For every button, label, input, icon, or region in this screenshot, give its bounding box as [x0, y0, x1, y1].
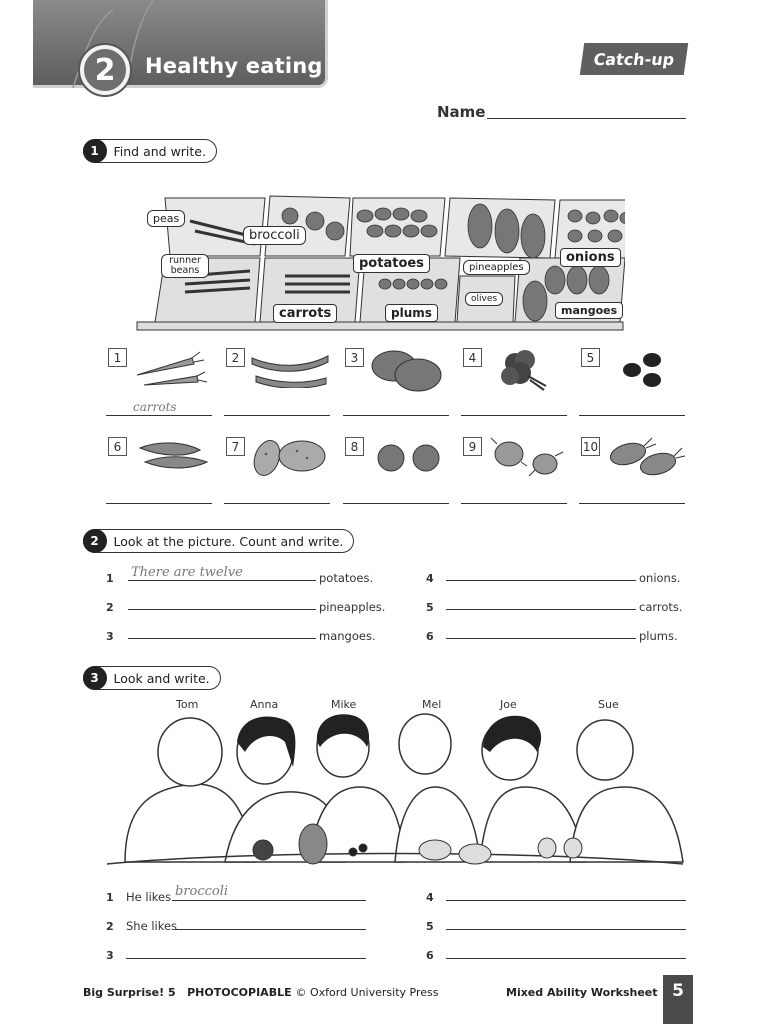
row-number: 5 [426, 920, 434, 933]
item-number: 1 [108, 348, 127, 367]
kid-name-mel: Mel [422, 698, 442, 711]
children-at-table-illustration [105, 712, 685, 872]
row-word: onions. [639, 571, 681, 585]
potato-icon [252, 436, 332, 478]
exercise-number: 3 [83, 666, 107, 690]
row-line-5[interactable] [446, 609, 636, 610]
row-number: 2 [106, 601, 114, 614]
item-number: 9 [463, 437, 482, 456]
answer-line-7[interactable] [224, 503, 330, 504]
olive-icon [620, 350, 670, 392]
answer-line-5[interactable] [579, 415, 685, 416]
row-word: mangoes. [319, 629, 376, 643]
row-prefix: She likes [126, 919, 178, 933]
footer-copyright: © Oxford University Press [295, 986, 439, 999]
stall-label-runner-beans: runner beans [161, 254, 209, 278]
row-line-6[interactable] [446, 638, 636, 639]
row-line-2[interactable] [128, 609, 316, 610]
row-word: pineapples. [319, 600, 386, 614]
row-number: 2 [106, 920, 114, 933]
kid-name-tom: Tom [176, 698, 199, 711]
footer-photocopiable: PHOTOCOPIABLE [187, 986, 292, 999]
ex3-line-2[interactable] [175, 929, 366, 930]
unit-title: Healthy eating [145, 54, 323, 78]
ex3-line-4[interactable] [446, 900, 686, 901]
ex3-line-1[interactable] [172, 900, 366, 901]
row-number: 6 [426, 949, 434, 962]
name-label: Name [437, 103, 486, 121]
answer-line-1[interactable] [106, 415, 212, 416]
market-stall-illustration [135, 176, 625, 332]
peas-icon [135, 440, 215, 476]
row-number: 1 [106, 891, 114, 904]
exercise-instruction: Look at the picture. Count and write. [113, 533, 344, 549]
broccoli-icon [500, 348, 550, 393]
footer-credit [83, 986, 438, 999]
stall-label-mangoes: mangoes [555, 302, 623, 319]
kid-name-sue: Sue [598, 698, 619, 711]
kid-name-anna: Anna [250, 698, 279, 711]
row-number: 4 [426, 572, 434, 585]
row-word: plums. [639, 629, 678, 643]
row-number: 3 [106, 949, 114, 962]
row-answer-1: There are twelve [131, 565, 243, 580]
kid-name-joe: Joe [500, 698, 517, 711]
kid-name-mike: Mike [331, 698, 357, 711]
footer-worksheet-type: Mixed Ability Worksheet [506, 986, 658, 999]
row-number: 1 [106, 572, 114, 585]
answer-text-1: carrots [133, 400, 177, 414]
item-number: 10 [581, 437, 600, 456]
pineapple-icon [606, 434, 686, 480]
footer-book: Big Surprise! 5 [83, 986, 176, 999]
row-number: 6 [426, 630, 434, 643]
exercise-number: 1 [83, 139, 107, 163]
ex3-line-6[interactable] [446, 958, 686, 959]
answer-line-10[interactable] [579, 503, 685, 504]
exercise-instruction: Look and write. [113, 670, 210, 686]
stall-label-carrots: carrots [273, 304, 337, 323]
answer-line-3[interactable] [343, 415, 449, 416]
row-number: 5 [426, 601, 434, 614]
answer-line-9[interactable] [461, 503, 567, 504]
exercise-number: 2 [83, 529, 107, 553]
item-number: 5 [581, 348, 600, 367]
row-line-1[interactable] [128, 580, 316, 581]
plum-icon [375, 440, 445, 476]
row-answer-1: broccoli [175, 884, 229, 899]
stall-label-onions: onions [560, 248, 621, 267]
onion-icon [487, 436, 567, 478]
stall-label-peas: peas [147, 210, 185, 227]
row-prefix: He likes [126, 890, 172, 904]
item-number: 4 [463, 348, 482, 367]
runner-beans-icon [250, 352, 330, 388]
stall-label-olives: olives [465, 292, 503, 306]
row-line-3[interactable] [128, 638, 316, 639]
name-input-line[interactable] [487, 118, 686, 119]
catch-up-badge: Catch-up [580, 43, 688, 75]
unit-number-badge: 2 [80, 45, 130, 95]
answer-line-2[interactable] [224, 415, 330, 416]
row-word: potatoes. [319, 571, 374, 585]
ex3-line-3[interactable] [126, 958, 366, 959]
page-number: 5 [663, 975, 693, 1024]
answer-line-8[interactable] [343, 503, 449, 504]
item-number: 7 [226, 437, 245, 456]
stall-label-plums: plums [385, 304, 438, 322]
row-word: carrots. [639, 600, 683, 614]
exercise-1-heading [83, 139, 217, 163]
answer-line-4[interactable] [461, 415, 567, 416]
exercise-2-heading [83, 529, 354, 553]
ex3-line-5[interactable] [446, 929, 686, 930]
item-number: 8 [345, 437, 364, 456]
carrot-icon [132, 350, 212, 390]
stall-label-potatoes: potatoes [353, 254, 430, 273]
mango-icon [370, 348, 445, 393]
stall-label-broccoli: broccoli [243, 226, 306, 245]
item-number: 6 [108, 437, 127, 456]
exercise-instruction: Find and write. [113, 143, 206, 159]
row-number: 4 [426, 891, 434, 904]
stall-label-pineapples: pineapples [463, 260, 530, 275]
row-number: 3 [106, 630, 114, 643]
item-number: 3 [345, 348, 364, 367]
exercise-3-heading [83, 666, 221, 690]
item-number: 2 [226, 348, 245, 367]
row-line-4[interactable] [446, 580, 636, 581]
answer-line-6[interactable] [106, 503, 212, 504]
